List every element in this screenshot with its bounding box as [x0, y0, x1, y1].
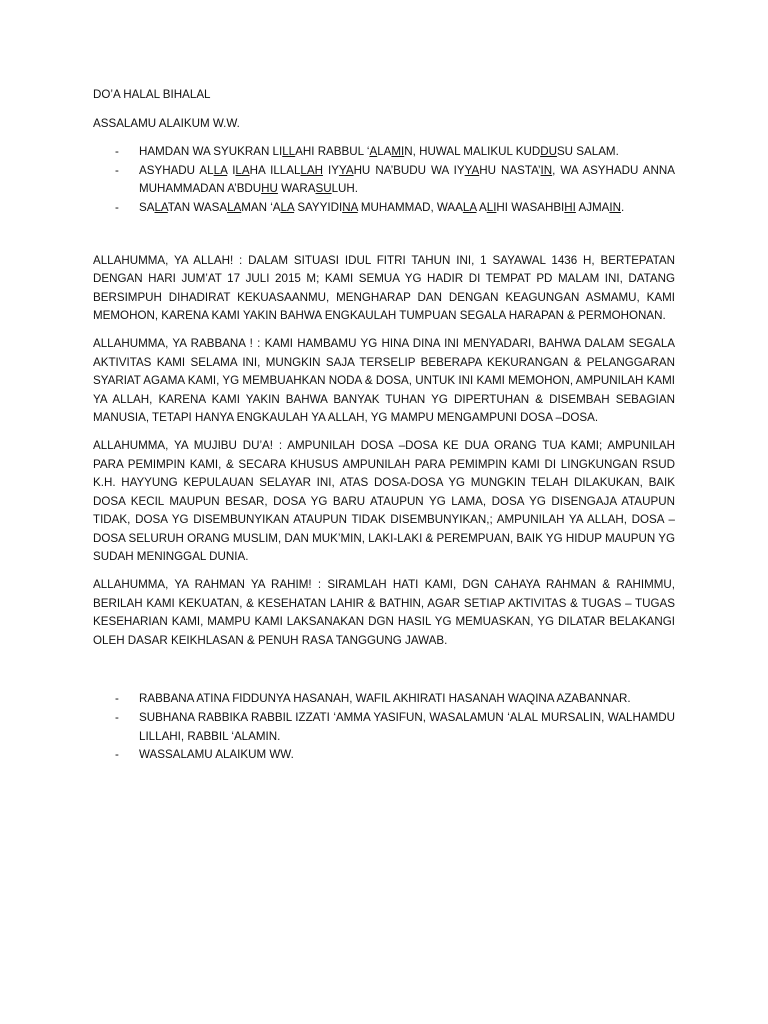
opening-item-text: [139, 164, 675, 196]
underlined-syllable: HI: [564, 200, 576, 214]
text-segment: TAN WASA: [167, 200, 228, 214]
underlined-syllable: YA: [338, 163, 354, 177]
opening-list-item: [93, 199, 675, 218]
text-segment: I: [227, 163, 236, 177]
underlined-syllable: HU: [261, 182, 278, 196]
text-segment: SAYYIDI: [294, 200, 343, 214]
dash-bullet: -: [115, 200, 119, 214]
prayer-paragraph-4: ALLAHUMMA, YA RAHMAN YA RAHIM! : SIRAMLAH HATI KAMI, DGN CAHAYA RAHMAN & RAHIMMU, BERILAH KAMI KEKUATAN, & KESEHATAN LAHIR & BATHIN, AGAR SETIAP AKTIVITAS & TUGAS – TUGAS KESEHARIAN KAMI, MAMPU KAMI LAKSANAKAN DGN HASIL YG MEMUASKAN, YG DILATAR BELAKANGI OLEH DASAR KEIKHLASAN & PENUH RASA TANGGUNG JAWAB.: [93, 578, 675, 647]
underlined-syllable: LL: [282, 145, 296, 159]
closing-list-item: [93, 709, 675, 746]
underlined-syllable: LA: [235, 163, 250, 177]
document-page: [93, 86, 675, 765]
text-segment: HU NA’BUDU WA IY: [353, 163, 465, 177]
underlined-syllable: LA: [227, 200, 242, 214]
underlined-syllable: IN: [540, 163, 553, 177]
underlined-syllable: LAH: [300, 163, 323, 177]
underlined-syllable: MI: [391, 145, 405, 159]
underlined-syllable: NA: [342, 200, 358, 214]
text-segment: MAN ‘A: [241, 200, 281, 214]
dash-bullet: -: [115, 145, 119, 159]
text-segment: HU NASTA’: [479, 163, 541, 177]
underlined-syllable: LA: [154, 200, 168, 214]
prayer-paragraphs: [93, 252, 675, 651]
dash-bullet: -: [115, 748, 119, 762]
text-segment: HI WASAHBI: [496, 200, 565, 214]
text-segment: HA ILLAL: [249, 163, 301, 177]
greeting-line: ASSALAMU ALAIKUM W.W.: [93, 116, 240, 130]
text-segment: ASYHADU AL: [139, 163, 214, 177]
prayer-paragraph-3: ALLAHUMMA, YA MUJIBU DU’A! : AMPUNILAH DOSA –DOSA KE DUA ORANG TUA KAMI; AMPUNILAH PARA PEMIMPIN KAMI, & SECARA KHUSUS AMPUNILAH PARA PEMIMPIN KAMI DI LINGKUNGAN RSUD K.H. HAYYUNG KEPULAUAN SELAYAR INI, ATAS DOSA-DOSA YG MUNGKIN TELAH DILAKUKAN, BAIK DOSA KECIL MAUPUN BESAR, DOSA YG BARU ATAUPUN YG LAMA, DOSA YG DISENGAJA ATAUPUN TIDAK, DOSA YG DISEMBUNYIKAN ATAUPUN TIDAK DISEMBUNYIKAN,; AMPUNILAH YA ALLAH, DOSA –DOSA SELURUH ORANG MUSLIM, DAN MUK’MIN, LAKI-LAKI & PEREMPUAN, BAIK YG HIDUP MAUPUN YG SUDAH MENINGGAL DUNIA.: [93, 438, 675, 564]
opening-item-text: [139, 201, 624, 214]
text-segment: HAMDAN WA SYUKRAN LI: [139, 145, 283, 159]
text-segment: LA: [377, 145, 392, 159]
opening-list: [93, 143, 675, 217]
text-segment: N, HUWAL MALIKUL KUD: [404, 145, 541, 159]
closing-list-item: [93, 746, 675, 765]
underlined-syllable: SU: [315, 182, 332, 196]
opening-list-item: [93, 143, 675, 162]
underlined-syllable: DU: [540, 145, 557, 159]
underlined-syllable: LA: [462, 200, 477, 214]
text-segment: , WA ASYHADU ANNA MUHAMMADAN A’BDU: [139, 163, 675, 196]
closing-item-text: WASSALAMU ALAIKUM WW.: [139, 748, 294, 762]
underlined-syllable: LI: [486, 200, 497, 214]
text-segment: SU SALAM.: [556, 145, 619, 159]
closing-item-text: RABBANA ATINA FIDDUNYA HASANAH, WAFIL AKHIRATI HASANAH WAQINA AZABANNAR.: [139, 692, 631, 706]
dash-bullet: -: [115, 692, 119, 706]
closing-list: [93, 690, 675, 764]
prayer-paragraph-1: ALLAHUMMA, YA ALLAH! : DALAM SITUASI IDUL FITRI TAHUN INI, 1 SAYAWAL 1436 H, BERTEPATAN DENGAN HARI JUM’AT 17 JULI 2015 M; KAMI SEMUA YG HADIR DI TEMPAT PD MALAM INI, DATANG BERSIMPUH DIHADIRAT KEKUASAANMU, MENGHARAP DAN DENGAN KEAGUNGAN ASMAMU, KAMI MEMOHON, KARENA KAMI YAKIN BAHWA ENGKAULAH TUMPUAN SEGALA HARAPAN & PERMOHONAN.: [93, 253, 675, 323]
text-segment: SA: [139, 200, 155, 214]
text-segment: MUHAMMAD, WAA: [357, 200, 463, 214]
underlined-syllable: A: [369, 145, 378, 159]
underlined-syllable: LA: [213, 163, 228, 177]
text-segment: IY: [322, 163, 339, 177]
text-segment: AHI RABBUL ‘: [295, 145, 370, 159]
underlined-syllable: IN: [609, 200, 621, 214]
closing-list-item: [93, 690, 675, 709]
text-segment: WARA: [277, 182, 316, 196]
text-segment: .: [620, 200, 625, 214]
prayer-paragraph-2: ALLAHUMMA, YA RABBANA ! : KAMI HAMBAMU YG HINA DINA INI MENYADARI, BAHWA DALAM SEGALA AKTIVITAS KAMI SELAMA INI, MUNGKIN SAJA TERSELIP BEBERAPA KEKURANGAN & PELANGGARAN SYARIAT AGAMA KAMI, YG MEMBUAHKAN NODA & DOSA, UNTUK INI KAMI MEMOHON, AMPUNILAH KAMI YA ALLAH, KARENA KAMI YAKIN BAHWA BANYAK TUHAN YG DIPERTUHAN & DISEMBAH SEBAGIAN MANUSIA, TETAPI HANYA ENGKAULAH YA ALLAH, YG MAMPU MENGAMPUNI DOSA –DOSA.: [93, 336, 675, 425]
dash-bullet: -: [115, 163, 119, 177]
underlined-syllable: LA: [280, 200, 295, 214]
text-segment: AJMA: [575, 200, 610, 214]
opening-list-item: [93, 162, 675, 199]
dash-bullet: -: [115, 711, 119, 725]
text-segment: A: [476, 200, 487, 214]
document-title: DO’A HALAL BIHALAL: [93, 88, 211, 101]
opening-item-text: [139, 145, 619, 158]
closing-item-text: SUBHANA RABBIKA RABBIL IZZATI ‘AMMA YASIFUN, WASALAMUN ‘ALAL MURSALIN, WALHAMDU LILLAHI, RABBIL ‘ALAMIN.: [139, 711, 675, 743]
underlined-syllable: YA: [464, 163, 480, 177]
text-segment: LUH.: [331, 182, 359, 196]
